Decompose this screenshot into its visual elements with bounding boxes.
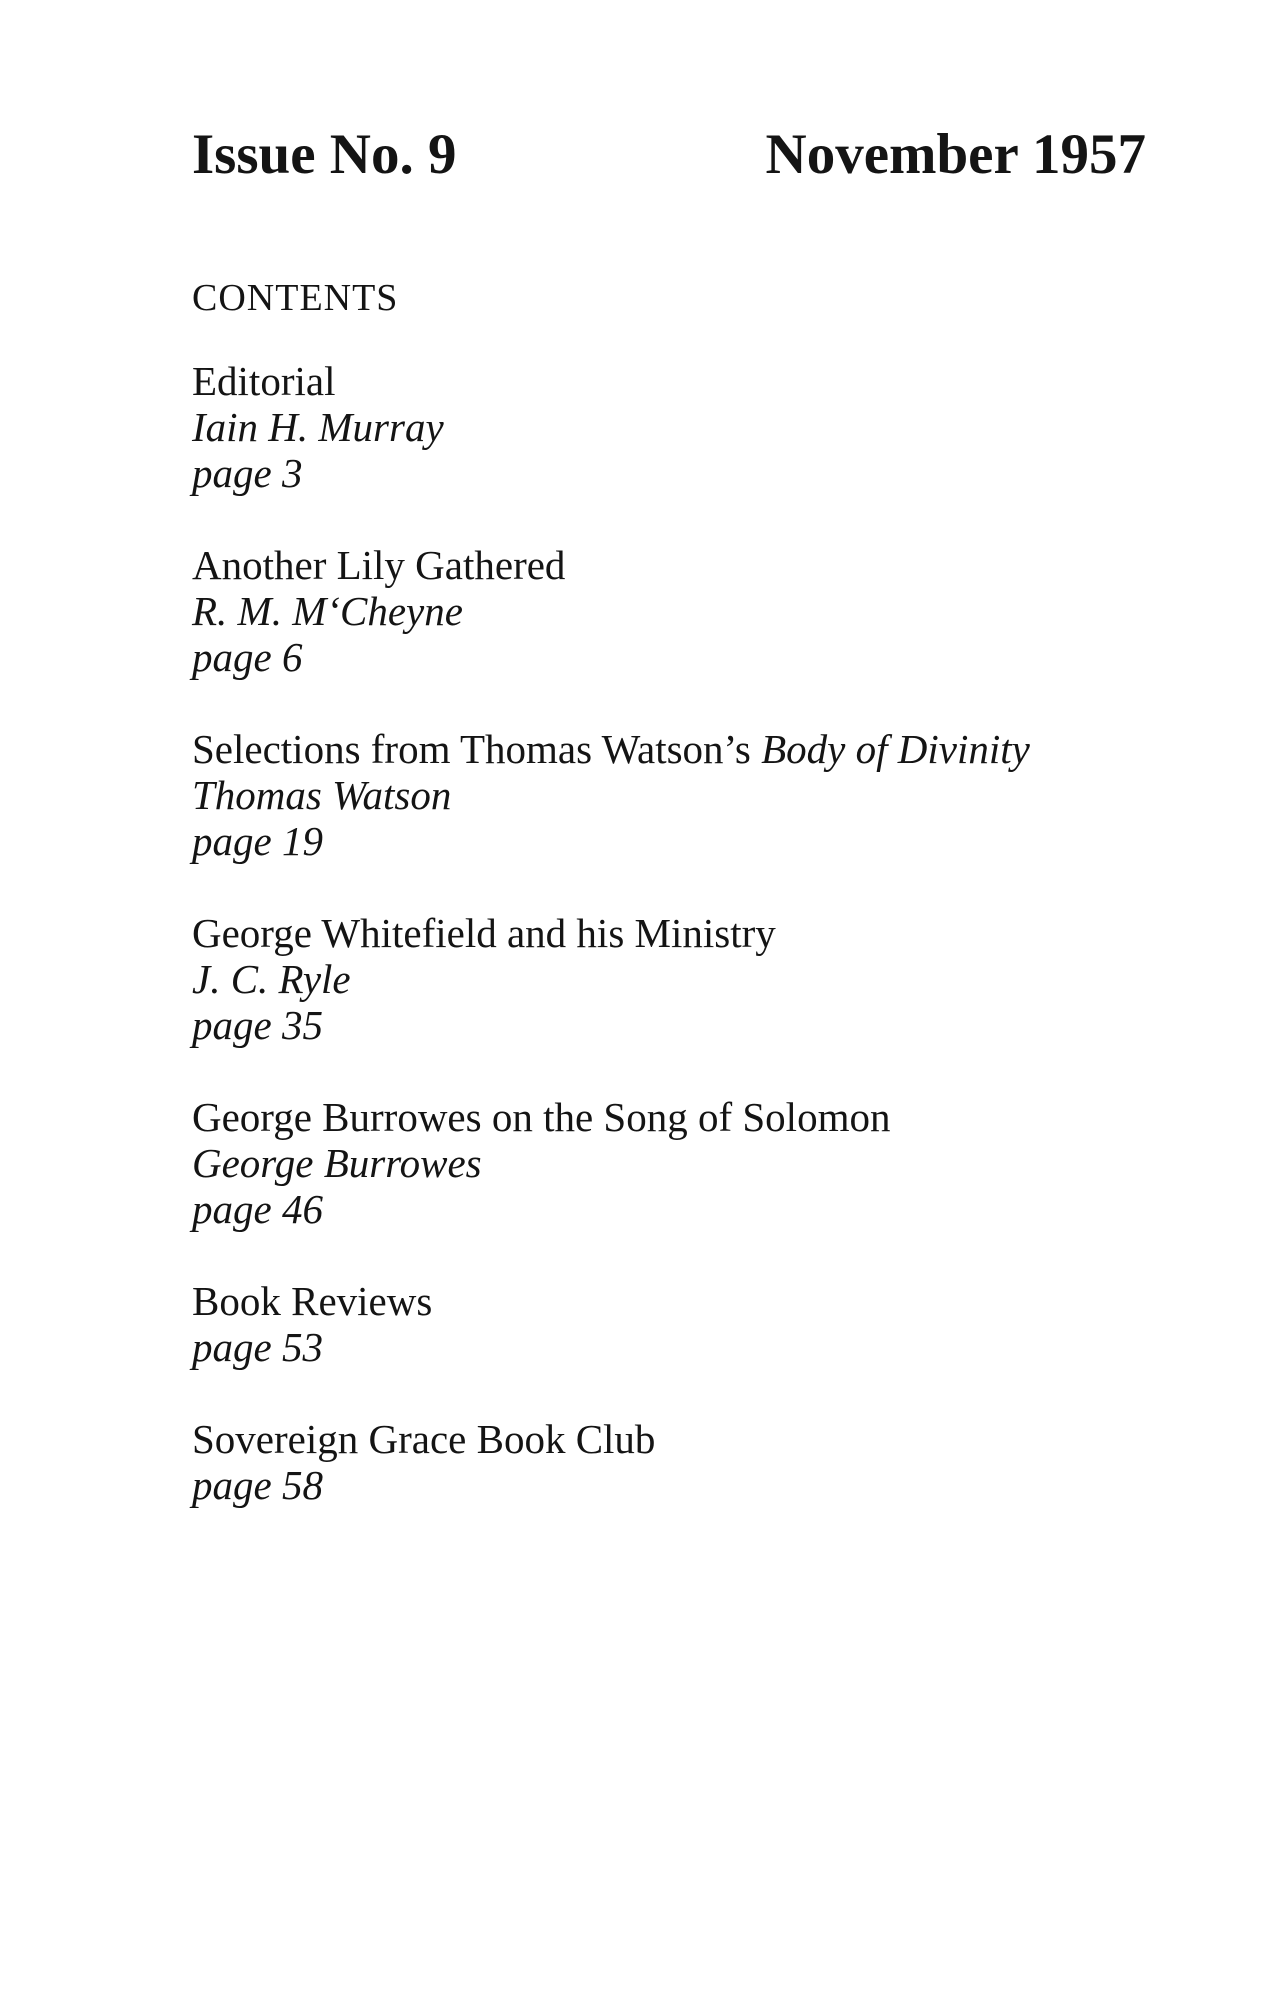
toc-entry-title bbox=[192, 910, 1146, 956]
toc-entry bbox=[192, 358, 1146, 496]
toc-entry-author: R. M. M‘Cheyne bbox=[192, 588, 463, 634]
toc-entry-author: Iain H. Murray bbox=[192, 404, 444, 450]
toc-entry bbox=[192, 1094, 1146, 1232]
toc-entry bbox=[192, 1416, 1146, 1508]
toc-list bbox=[192, 358, 1146, 1508]
toc-entry-page: page 58 bbox=[192, 1462, 323, 1508]
toc-entry-title bbox=[192, 1094, 1146, 1140]
toc-entry bbox=[192, 542, 1146, 680]
toc-entry-title bbox=[192, 1416, 1146, 1462]
toc-entry-title bbox=[192, 358, 1146, 404]
toc-entry-title-text: George Burrowes on the Song of Solomon bbox=[192, 1094, 891, 1140]
toc-entry-title-text: Selections from Thomas Watson’s bbox=[192, 726, 762, 772]
toc-entry-title bbox=[192, 1278, 1146, 1324]
toc-entry-title-text: Book Reviews bbox=[192, 1278, 433, 1324]
toc-entry-page: page 6 bbox=[192, 634, 303, 680]
toc-entry-title-text: Editorial bbox=[192, 358, 336, 404]
toc-entry-author: Thomas Watson bbox=[192, 772, 452, 818]
toc-entry-page: page 46 bbox=[192, 1186, 323, 1232]
toc-entry bbox=[192, 726, 1146, 864]
toc-entry-page: page 3 bbox=[192, 450, 303, 496]
toc-entry-title-text: Sovereign Grace Book Club bbox=[192, 1416, 656, 1462]
toc-entry-page: page 19 bbox=[192, 818, 323, 864]
toc-entry bbox=[192, 910, 1146, 1048]
toc-entry-author: George Burrowes bbox=[192, 1140, 482, 1186]
toc-entry-author: J. C. Ryle bbox=[192, 956, 351, 1002]
toc-entry bbox=[192, 1278, 1146, 1370]
toc-entry-title bbox=[192, 726, 1146, 772]
toc-entry-title-italic: Body of Divinity bbox=[761, 726, 1030, 772]
toc-entry-title bbox=[192, 542, 1146, 588]
issue-number: Issue No. 9 bbox=[192, 123, 457, 186]
masthead bbox=[192, 123, 1146, 186]
issue-date: November 1957 bbox=[765, 123, 1146, 186]
toc-entry-title-text: George Whitefield and his Ministry bbox=[192, 910, 776, 956]
toc-entry-title-text: Another Lily Gathered bbox=[192, 542, 566, 588]
contents-heading: CONTENTS bbox=[192, 277, 399, 319]
toc-entry-page: page 53 bbox=[192, 1324, 323, 1370]
toc-entry-page: page 35 bbox=[192, 1002, 323, 1048]
